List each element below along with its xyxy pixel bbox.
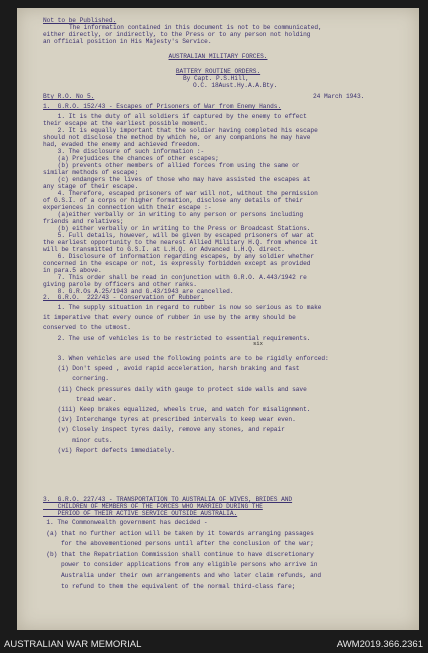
- body-line: (a) Prejudices the chances of other escapes;: [43, 155, 219, 162]
- body-line: will be transmitted to G.S.I. at L.H.Q. or Advanced L.H.Q. direct.: [43, 246, 285, 253]
- body-line: (iii) Keep brakes equalized, wheels true, and watch for misalignment.: [43, 406, 311, 413]
- document-page: [17, 8, 419, 630]
- item-heading: 1. G.R.O. 152/43 - Escapes of Prisoners of War from Enemy Hands.: [43, 103, 282, 110]
- body-line: 3. When vehicles are used the following points are to be rigidly enforced:: [43, 355, 329, 362]
- body-line: (i) Don't speed , avoid rapid acceleration, harsh braking and fast: [43, 365, 300, 373]
- body-line: (b) either verbally or in writing to the Press or Broadcast Stations.: [43, 225, 311, 232]
- order-date: 24 March 1943.: [313, 93, 365, 100]
- body-line: 1. The Commonwealth government has decided -: [39, 519, 208, 526]
- restriction-line: either directly, or indirectly, to the Press or to any person not holding: [43, 31, 311, 38]
- author-line: By Capt. P.S.Hill,: [183, 75, 249, 82]
- body-line: (iv) Interchange tyres at prescribed intervals to keep wear even.: [43, 416, 296, 424]
- body-line: power to consider applications from any eligible persons who arrive in: [39, 561, 318, 569]
- body-line: (vi) Report defects immediately.: [43, 446, 175, 454]
- restriction-line: The information contained in this document is not to be communicated,: [69, 24, 322, 31]
- order-number: Bty R.O. No 5.: [43, 93, 95, 100]
- body-line: 3. The disclosure of such information :-: [43, 148, 205, 155]
- item-heading-cont: CHILDREN OF MEMBERS OF THE FORCES WHO MARRIED DURING THE: [43, 503, 263, 510]
- body-line: (c) endangers the lives of those who may have assisted the escapes at: [43, 176, 311, 183]
- body-line: (a)either verbally or in writing to any person or persons including: [43, 211, 304, 218]
- item-heading-cont: PERIOD OF THEIR ACTIVE SERVICE OUTSIDE AUSTRALIA.: [43, 510, 238, 517]
- body-line: 1. It is the duty of all soldiers if captured by the enemy to effect: [43, 113, 307, 120]
- body-line: (v) Closely inspect tyres daily, remove any stones, and repair: [43, 426, 285, 434]
- footer-institution: AUSTRALIAN WAR MEMORIAL: [4, 639, 142, 650]
- archive-footer: [0, 636, 428, 653]
- body-line: (b) that the Repatriation Commission shall continue to have discretionary: [39, 550, 314, 558]
- body-line: 5. Full details, however, will be given by escaped prisoners of war at: [43, 232, 315, 239]
- body-line: tread wear.: [43, 395, 117, 403]
- body-line: cornering.: [43, 375, 109, 383]
- body-line: friends and relatives;: [43, 218, 124, 225]
- body-line: 2. It is equally important that the soldier having completed his escape: [43, 127, 318, 134]
- body-line: their escape at the earliest possible moment.: [43, 120, 208, 127]
- body-line: in para.5 above.: [43, 267, 102, 274]
- handwritten-correction: six: [253, 340, 263, 347]
- body-line: minor cuts.: [43, 436, 113, 444]
- item-heading: 3. G.R.O. 227/43 - TRANSPORTATION TO AUSTRALIA OF WIVES, BRIDES AND: [43, 496, 293, 503]
- restriction-heading: Not to be Published.: [43, 17, 117, 24]
- orders-title: BATTERY ROUTINE ORDERS.: [175, 68, 261, 75]
- body-line: should not disclose the method by which he, or any companions he may have: [43, 134, 311, 141]
- body-line: 8. G.R.Os A.25/1943 and G.43/1943 are cancelled.: [43, 288, 234, 295]
- body-line: experiences in connection with their escape :-: [43, 204, 212, 211]
- officer-line: O.C. 18Aust.Hy.A.A.Bty.: [193, 82, 278, 89]
- body-line: 7. This order shall be read in conjunction with G.R.O. A.443/1942 re: [43, 274, 307, 281]
- body-line: 4. Therefore, escaped prisoners of war will not, without the permission: [43, 190, 318, 197]
- footer-reference: AWM2019.366.2361: [336, 639, 423, 650]
- body-line: any stage of their escape.: [43, 183, 139, 190]
- body-line: (a) that no further action will be taken by it towards arranging passages: [39, 529, 314, 537]
- body-line: had, evaded the enemy and achieved freedom.: [43, 141, 201, 148]
- body-line: giving parole by officers and other ranks.: [43, 281, 197, 288]
- item-heading: 2. G.R.O. 222/43 - Conservation of Rubber.: [43, 294, 205, 301]
- body-line: it imperative that every ounce of rubber in use by the army should be: [43, 314, 296, 322]
- body-line: similar methods of escape;: [43, 169, 139, 176]
- body-line: for the abovementioned persons until after the conclusion of the war;: [39, 540, 314, 548]
- body-line: of G.S.I. of a corps or higher formation, disclose any details of their: [43, 197, 304, 204]
- body-line: Australia under their own arrangements and who later claim refunds, and: [39, 572, 322, 579]
- restriction-line: an official position in His Majesty's Service.: [43, 38, 212, 45]
- body-line: concerned in the escape or not, is expressly forbidden except as provided: [43, 260, 311, 267]
- body-line: (b) prevents other members of allied forces from using the same or: [43, 162, 300, 169]
- body-line: 6. Disclosure of information regarding escapes, by any soldier whether: [43, 253, 315, 260]
- body-line: the earliest opportunity to the nearest Allied Military H.Q. from whence it: [43, 239, 318, 246]
- body-line: to refund to them the equivalent of the normal third-class fare;: [39, 582, 296, 590]
- body-line: 2. The use of vehicles is to be restricted to essential requirements.: [43, 334, 311, 342]
- body-line: conserved to the utmost.: [43, 324, 131, 332]
- body-line: (ii) Check pressures daily with gauge to protect side walls and save: [43, 385, 307, 393]
- force-title: AUSTRALIAN MILITARY FORCES.: [168, 53, 268, 60]
- body-line: 1. The supply situation in regard to rubber is now so serious as to make: [43, 304, 322, 311]
